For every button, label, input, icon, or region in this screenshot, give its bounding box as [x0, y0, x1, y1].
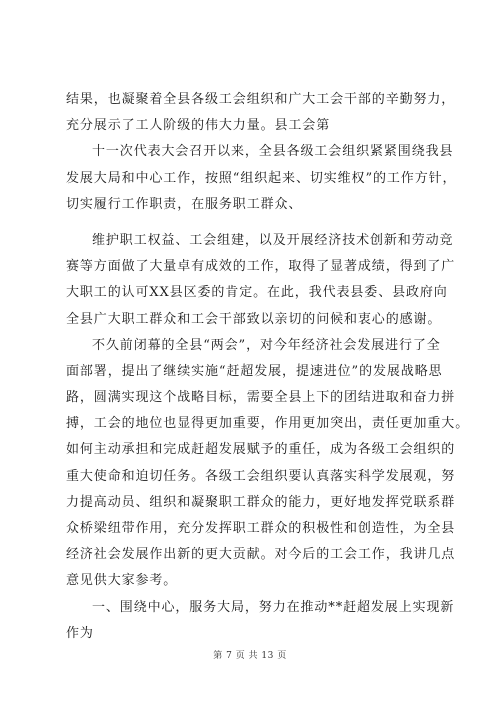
text-line-10: 不久前闭幕的全县“两会”，对今年经济社会发展进行了全 [92, 337, 441, 353]
paragraph-gap [66, 218, 438, 228]
text-line-5: 切实履行工作职责，在服务职工群众、 [66, 196, 303, 212]
text-line-4: 发展大局和中心工作，按照“组织起来、切实维权”的工作方针， [66, 170, 457, 186]
text-line-19: 意见供大家参考。 [66, 573, 178, 589]
text-line-17: 众桥梁纽带作用，充分发挥职工群众的积极性和创造性，为全县 [66, 521, 456, 536]
text-line-15: 重大使命和迫切任务。各级工会组织要认真落实科学发展观，努 [66, 468, 456, 484]
text-line-3: 十一次代表大会召开以来，全县各级工会组织紧紧围绕我县 [92, 144, 454, 160]
text-line-8: 大职工的认可XX县区委的肯定。在此，我代表县委、县政府向 [66, 285, 448, 301]
page-number-footer: 第 7 页 共 13 页 [213, 651, 287, 661]
document-body [66, 87, 470, 647]
text-line-2: 充分展示了工人阶级的伟大力量。县工会第 [66, 118, 331, 134]
text-line-13: 搏，工会的地位也显得更加重要，作用更加突出，责任更加重大。 [66, 416, 470, 432]
text-line-20: 一、围绕中心，服务大局，努力在推动**赶超发展上实现新 [92, 599, 455, 615]
text-line-16: 力提高动员、组织和凝聚职工群众的能力，更好地发挥党联系群 [66, 494, 456, 510]
text-line-6: 维护职工权益、工会组建，以及开展经济技术创新和劳动竞 [92, 232, 454, 248]
text-line-18: 经济社会发展作出新的更大贡献。对今后的工会工作，我讲几点 [66, 547, 456, 563]
text-line-1: 结果，也凝聚着全县各级工会组织和广大工会干部的辛勤努力， [66, 92, 456, 107]
text-line-11: 面部署，提出了继续实施“赶超发展，提速进位”的发展战略思 [66, 363, 443, 379]
text-line-12: 路，圆满实现这个战略目标，需要全县上下的团结进取和奋力拼 [66, 390, 456, 406]
text-line-9: 全县广大职工群众和工会干部致以亲切的问候和衷心的感谢。 [66, 311, 442, 327]
text-line-21: 作为 [66, 625, 94, 641]
text-line-7: 赛等方面做了大量卓有成效的工作，取得了显著成绩，得到了广 [66, 259, 456, 275]
text-line-14: 如何主动承担和完成赶超发展赋予的重任，成为各级工会组织的 [66, 442, 456, 458]
